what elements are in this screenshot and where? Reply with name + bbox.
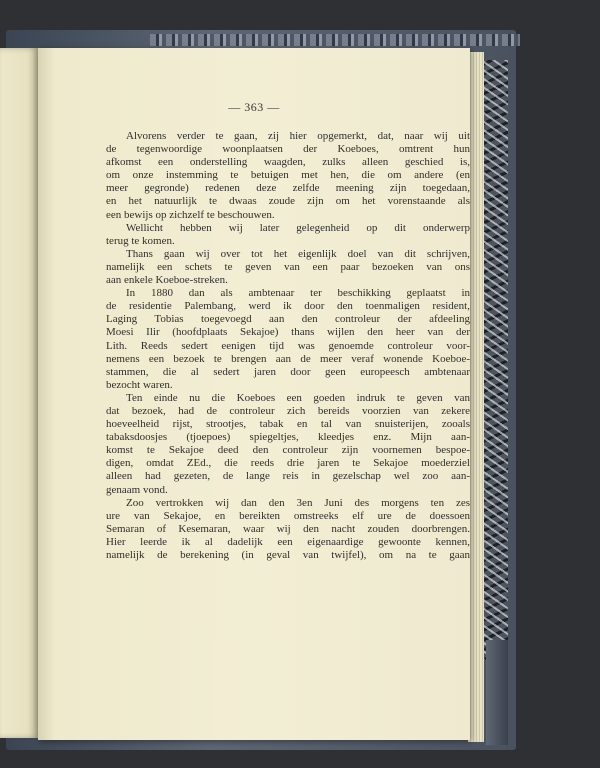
text-line: Hier leerde ik al dadelijk een eigenaardige gewoonte kennen, bbox=[106, 535, 470, 548]
text-line: Moesi Ilir (hoofdplaats Sekajoe) thans wijlen den heer van der bbox=[106, 326, 470, 339]
text-line: ure van Sekajoe, en bereikten omstreeks elf ure de doessoen bbox=[106, 509, 470, 522]
page-number: — 363 — bbox=[228, 100, 280, 114]
text-line: Ten einde nu die Koeboes een goeden indruk te geven van bbox=[126, 391, 470, 404]
text-line: Laging Tobias toegevoegd aan den controleur der afdeeling bbox=[106, 313, 470, 326]
page-stack-edge bbox=[468, 52, 484, 742]
text-line: terug te komen. bbox=[106, 234, 175, 247]
text-line: tabaksdoosjes (tjoepoes) spiegeltjes, kleedjes enz. Mijn aan- bbox=[106, 431, 470, 444]
text-line: Lith. Reeds sedert eenigen tijd was genoemde controleur voor- bbox=[106, 339, 470, 352]
text-line: komst te Sekajoe deed den controleur zijn voornemen bespoe- bbox=[106, 444, 470, 457]
text-line: Zoo vertrokken wij dan den 3en Juni des morgens ten zes bbox=[126, 496, 470, 509]
text-line: dat bezoek, had de controleur zich bereids voorzien van zekere bbox=[106, 404, 470, 417]
text-line: digen, omdat ZEd., die reeds drie jaren te Sekajoe moederziel bbox=[106, 457, 470, 470]
text-line: namelijk de berekening (in geval van twijfel), om na te gaan bbox=[106, 549, 470, 561]
text-line: aan enkele Koeboe-streken. bbox=[106, 274, 228, 287]
cover-corner bbox=[486, 640, 508, 745]
book-page bbox=[38, 48, 470, 740]
text-line: nemens een bezoek te brengen aan de meer veraf wonende Koeboe- bbox=[106, 352, 470, 365]
text-line: hoeveelheid rijst, strootjes, tabak en tal van snuisterijen, zooals bbox=[106, 418, 470, 431]
text-line: de tegenwoordige woonplaatsen der Koeboes, omtrent hun bbox=[106, 143, 470, 156]
text-line: namelijk een schets te geven van een paar bezoeken van ons bbox=[106, 260, 470, 273]
text-line: een bewijs op zichzelf te beschouwen. bbox=[106, 208, 275, 221]
paragraph bbox=[106, 222, 470, 248]
cover-pattern bbox=[150, 34, 520, 46]
text-line: Alvorens verder te gaan, zij hier opgemerkt, dat, naar wij uit bbox=[126, 130, 470, 142]
left-page-edge bbox=[0, 48, 38, 738]
paragraph bbox=[106, 248, 470, 287]
text-line: stammen, die al sedert jaren door geen europeesch ambtenaar bbox=[106, 365, 470, 378]
text-line: Thans gaan wij over tot het eigenlijk doel van dit schrijven, bbox=[126, 247, 470, 260]
text-line: alleen had gezeten, de lange reis in gezelschap wel zoo aan- bbox=[106, 470, 470, 483]
text-line: en het natuurlijk te dwaas zoude zijn om het vorenstaande als bbox=[106, 195, 470, 208]
text-line: om onze instemming te betuigen met hen, die om andere (en bbox=[106, 169, 470, 182]
marbled-edge bbox=[482, 60, 508, 660]
text-line: meer gegronde) redenen deze zelfde meening zijn toegedaan, bbox=[106, 182, 470, 195]
text-line: Semaran of Kesemaran, waar wij den nacht zouden doorbrengen. bbox=[106, 522, 470, 535]
body-text bbox=[106, 130, 470, 562]
text-line: de residentie Palembang, werd ik door den toenmaligen resident, bbox=[106, 300, 470, 313]
text-line: In 1880 dan als ambtenaar ter beschikking geplaatst in bbox=[126, 287, 470, 300]
text-line: bezocht waren. bbox=[106, 378, 173, 391]
paragraph bbox=[106, 130, 470, 222]
paragraph bbox=[106, 497, 470, 562]
text-line: Wellicht hebben wij later gelegenheid op dit onderwerp bbox=[126, 221, 470, 234]
paragraph bbox=[106, 392, 470, 497]
text-line: genaam vond. bbox=[106, 483, 168, 496]
text-line: afkomst een onderstelling waagden, zulks alleen geschied is, bbox=[106, 156, 470, 169]
paragraph bbox=[106, 287, 470, 392]
